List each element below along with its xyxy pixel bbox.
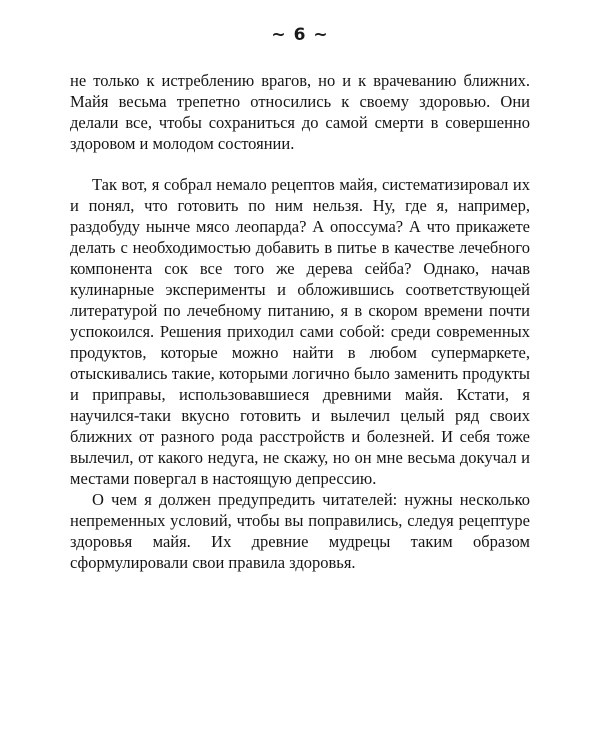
paragraph: О чем я должен предупредить читателей: нужны несколько непременных условий, чтобы вы поправились, следуя рецептуре здоровья майя. Их древние мудрецы таким образом сформулировали свои правила здоровья.	[70, 490, 530, 572]
paragraph: Так вот, я собрал немало рецептов майя, систематизировал их и понял, что готовить по ним нельзя. Ну, где я, например, раздобуду нынче мясо леопарда? А опоссума? А что прикажете делать с необходимостью добавить в питье в качестве лечебного компонента сок все того же дерева сейба? Однако, начав кулинарные эксперименты и обложившись соответствующей литературой по лечебному питанию, я в скором времени почти успокоился. Решения приходил сами собой: среди современных продуктов, которые можно найти в любом супермаркете, отыскивались такие, которыми логично было заменить продукты и приправы, использовавшиеся древними майя. Кстати, я научился-таки вкусно готовить и вылечил целый ряд своих ближних от разного рода расстройств и болезней. И себя тоже вылечил, от какого недуга, не скажу, но он мне весьма докучал и местами повергал в настоящую депрессию.	[70, 175, 530, 488]
paragraph: не только к истреблению врагов, но и к врачеванию ближних. Майя весьма трепетно относились к своему здоровью. Они делали все, чтобы сохраниться до самой смерти в совершенно здоровом и молодом состоянии.	[70, 71, 530, 153]
book-page	[0, 24, 600, 755]
page-text-block	[70, 70, 530, 573]
page-number: ~ 6 ~	[271, 25, 329, 45]
